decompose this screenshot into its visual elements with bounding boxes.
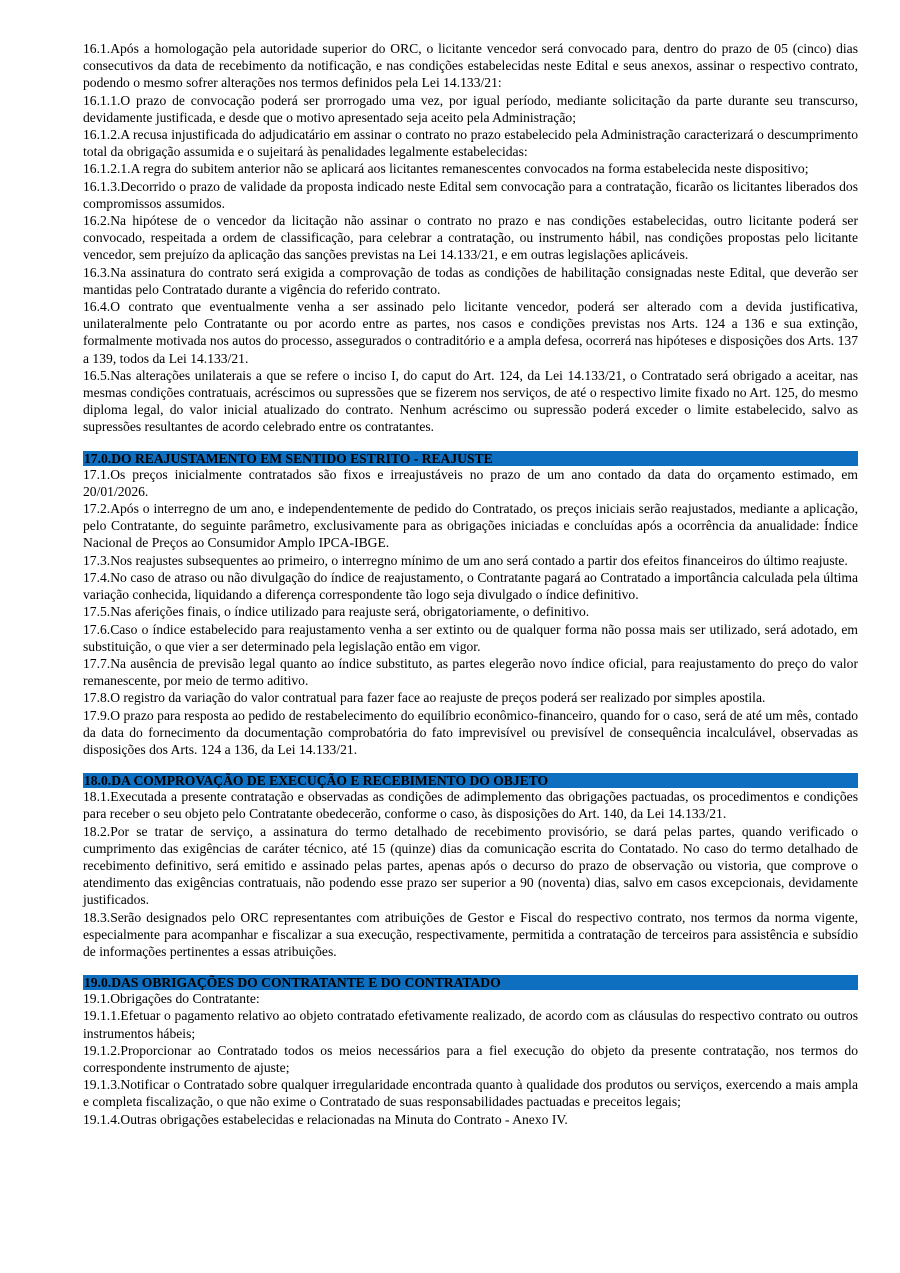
clause-17-6: 17.6.Caso o índice estabelecido para reajustamento venha a ser extinto ou de qualquer forma não possa mais ser utilizado, será adotado, em substituição, o que vier a ser determinado pela legislação então em vigor. — [83, 621, 858, 654]
clause-16-3: 16.3.Na assinatura do contrato será exigida a comprovação de todas as condições de habilitação consignadas neste Edital, que deverão ser mantidas pelo Contratado durante a vigência do referido contrato. — [83, 264, 858, 297]
document-page — [83, 40, 858, 1128]
clause-16-1-2: 16.1.2.A recusa injustificada do adjudicatário em assinar o contrato no prazo estabelecido pela Administração caracterizará o descumprimento total da obrigação assumida e o sujeitará às penalidades legalmente estabelecidas: — [83, 127, 858, 160]
clause-17-9: 17.9.O prazo para resposta ao pedido de restabelecimento do equilíbrio econômico-financeiro, quando for o caso, será de até um mês, contado da data do fornecimento da documentação comprobatória do fato imprevisível ou previsível de consequência incalculável, observadas as disposições dos Arts. 124 a 136, da Lei 14.133/21. — [83, 707, 858, 757]
clause-19-1: 19.1.Obrigações do Contratante: — [83, 991, 260, 1007]
section-18 — [83, 773, 858, 960]
clause-16-1-3: 16.1.3.Decorrido o prazo de validade da proposta indicado neste Edital sem convocação para a contratação, ficarão os licitantes liberados dos compromissos assumidos. — [83, 178, 858, 211]
section-16 — [83, 40, 858, 436]
clause-17-8: 17.8.O registro da variação do valor contratual para fazer face ao reajuste de preços poderá ser realizado por simples apostila. — [83, 690, 766, 706]
section-heading-17: 17.0.DO REAJUSTAMENTO EM SENTIDO ESTRITO - REAJUSTE — [83, 451, 858, 466]
section-19 — [83, 975, 858, 1128]
clause-17-4: 17.4.No caso de atraso ou não divulgação do índice de reajustamento, o Contratante pagará ao Contratado a importância calculada pela última variação conhecida, liquidando a diferença correspondente tão logo seja divulgado o índice definitivo. — [83, 569, 858, 603]
clause-16-1: 16.1.Após a homologação pela autoridade superior do ORC, o licitante vencedor será convocado para, dentro do prazo de 05 (cinco) dias consecutivos da data de recebimento da notificação, e nas condições estabelecidas neste Edital e seus anexos, assinar o respectivo contrato, podendo o mesmo sofrer alterações nos termos definidos pela Lei 14.133/21: — [83, 41, 858, 91]
clause-19-1-2: 19.1.2.Proporcionar ao Contratado todos os meios necessários para a fiel execução do objeto da presente contratação, nos termos do correspondente instrumento de ajuste; — [83, 1042, 858, 1075]
clause-17-2: 17.2.Após o interregno de um ano, e independentemente de pedido do Contratado, os preços iniciais serão reajustados, mediante a aplicação, pelo Contratante, do seguinte parâmetro, exclusivamente para as obrigações iniciadas e concluídas após a ocorrência da anualidade: Índice Nacional de Preços ao Consumidor Amplo IPCA-IBGE. — [83, 501, 858, 551]
clause-16-2: 16.2.Na hipótese de o vencedor da licitação não assinar o contrato no prazo e nas condições estabelecidas, outro licitante poderá ser convocado, respeitada a ordem de classificação, para celebrar a contratação, ou instrumento hábil, nas condições propostas pelo licitante vencedor, sem prejuízo da aplicação das sanções previstas na Lei 14.133/21, e em outras legislações aplicáveis. — [83, 213, 858, 263]
clause-17-5: 17.5.Nas aferições finais, o índice utilizado para reajuste será, obrigatoriamente, o definitivo. — [83, 604, 590, 620]
clause-18-1: 18.1.Executada a presente contratação e observadas as condições de adimplemento das obrigações pactuadas, os procedimentos e condições para receber o seu objeto pelo Contratante obedecerão, conforme o caso, às disposições do Art. 140, da Lei 14.133/21. — [83, 789, 858, 822]
clause-16-5: 16.5.Nas alterações unilaterais a que se refere o inciso I, do caput do Art. 124, da Lei 14.133/21, o Contratado será obrigado a aceitar, nas mesmas condições contratuais, acréscimos ou supressões que se fizerem nos serviços, de até o respectivo limite fixado no Art. 125, do mesmo diploma legal, do valor inicial atualizado do contrato. Nenhum acréscimo ou supressão poderá exceder o limite estabelecido, salvo as supressões resultantes de acordo celebrado entre os contratantes. — [83, 367, 858, 435]
clause-16-1-1: 16.1.1.O prazo de convocação poderá ser prorrogado uma vez, por igual período, mediante solicitação da parte durante seu transcurso, devidamente justificada, e desde que o motivo apresentado seja aceito pela Administração; — [83, 92, 858, 125]
section-heading-19: 19.0.DAS OBRIGAÇÕES DO CONTRATANTE E DO CONTRATADO — [83, 975, 858, 990]
clause-18-3: 18.3.Serão designados pelo ORC representantes com atribuições de Gestor e Fiscal do respectivo contrato, nos termos da norma vigente, especialmente para acompanhar e fiscalizar a sua execução, respectivamente, permitida a contratação de terceiros para assistência e subsídio de informações pertinentes a essas atribuições. — [83, 909, 858, 959]
clause-19-1-3: 19.1.3.Notificar o Contratado sobre qualquer irregularidade encontrada quanto à qualidade dos produtos ou serviços, exercendo a mais ampla e completa fiscalização, o que não exime o Contratado de suas responsabilidades pactuadas e preceitos legais; — [83, 1077, 858, 1110]
clause-19-1-1: 19.1.1.Efetuar o pagamento relativo ao objeto contratado efetivamente realizado, de acordo com as cláusulas do respectivo contrato ou outros instrumentos hábeis; — [83, 1008, 858, 1041]
clause-17-3: 17.3.Nos reajustes subsequentes ao primeiro, o interregno mínimo de um ano será contado a partir dos efeitos financeiros do último reajuste. — [83, 552, 848, 568]
clause-18-2: 18.2.Por se tratar de serviço, a assinatura do termo detalhado de recebimento provisório, se dará pelas partes, quando verificado o cumprimento das exigências de caráter técnico, até 15 (quinze) dias da comunicação escrita do Contatado. No caso do termo detalhado de recebimento definitivo, será emitido e assinado pelas partes, apenas após o decurso do prazo de observação ou vistoria, que comprove o atendimento das exigências contratuais, não podendo esse prazo ser superior a 90 (noventa) dias, salvo em casos excepcionais, devidamente justificados. — [83, 823, 858, 908]
clause-19-1-4: 19.1.4.Outras obrigações estabelecidas e relacionadas na Minuta do Contrato - Anexo IV. — [83, 1111, 568, 1127]
clause-17-1: 17.1.Os preços inicialmente contratados são fixos e irreajustáveis no prazo de um ano contado da data do orçamento estimado, em 20/01/2026. — [83, 466, 858, 499]
section-17 — [83, 451, 858, 758]
clause-16-1-2-1: 16.1.2.1.A regra do subitem anterior não se aplicará aos licitantes remanescentes convocados na forma estabelecida neste dispositivo; — [83, 161, 809, 177]
clause-17-7: 17.7.Na ausência de previsão legal quanto ao índice substituto, as partes elegerão novo índice oficial, para reajustamento do preço do valor remanescente, por meio de termo aditivo. — [83, 655, 858, 689]
section-heading-18: 18.0.DA COMPROVAÇÃO DE EXECUÇÃO E RECEBIMENTO DO OBJETO — [83, 773, 858, 788]
clause-16-4: 16.4.O contrato que eventualmente venha a ser assinado pelo licitante vencedor, poderá ser alterado com a devida justificativa, unilateralmente pelo Contratante ou por acordo entre as partes, nos casos e condições previstas nos Arts. 124 a 136 e sua extinção, formalmente motivada nos autos do processo, assegurados o contraditório e a ampla defesa, ocorrerá nas hipóteses e disposições dos Arts. 137 a 139, todos da Lei 14.133/21. — [83, 299, 858, 366]
